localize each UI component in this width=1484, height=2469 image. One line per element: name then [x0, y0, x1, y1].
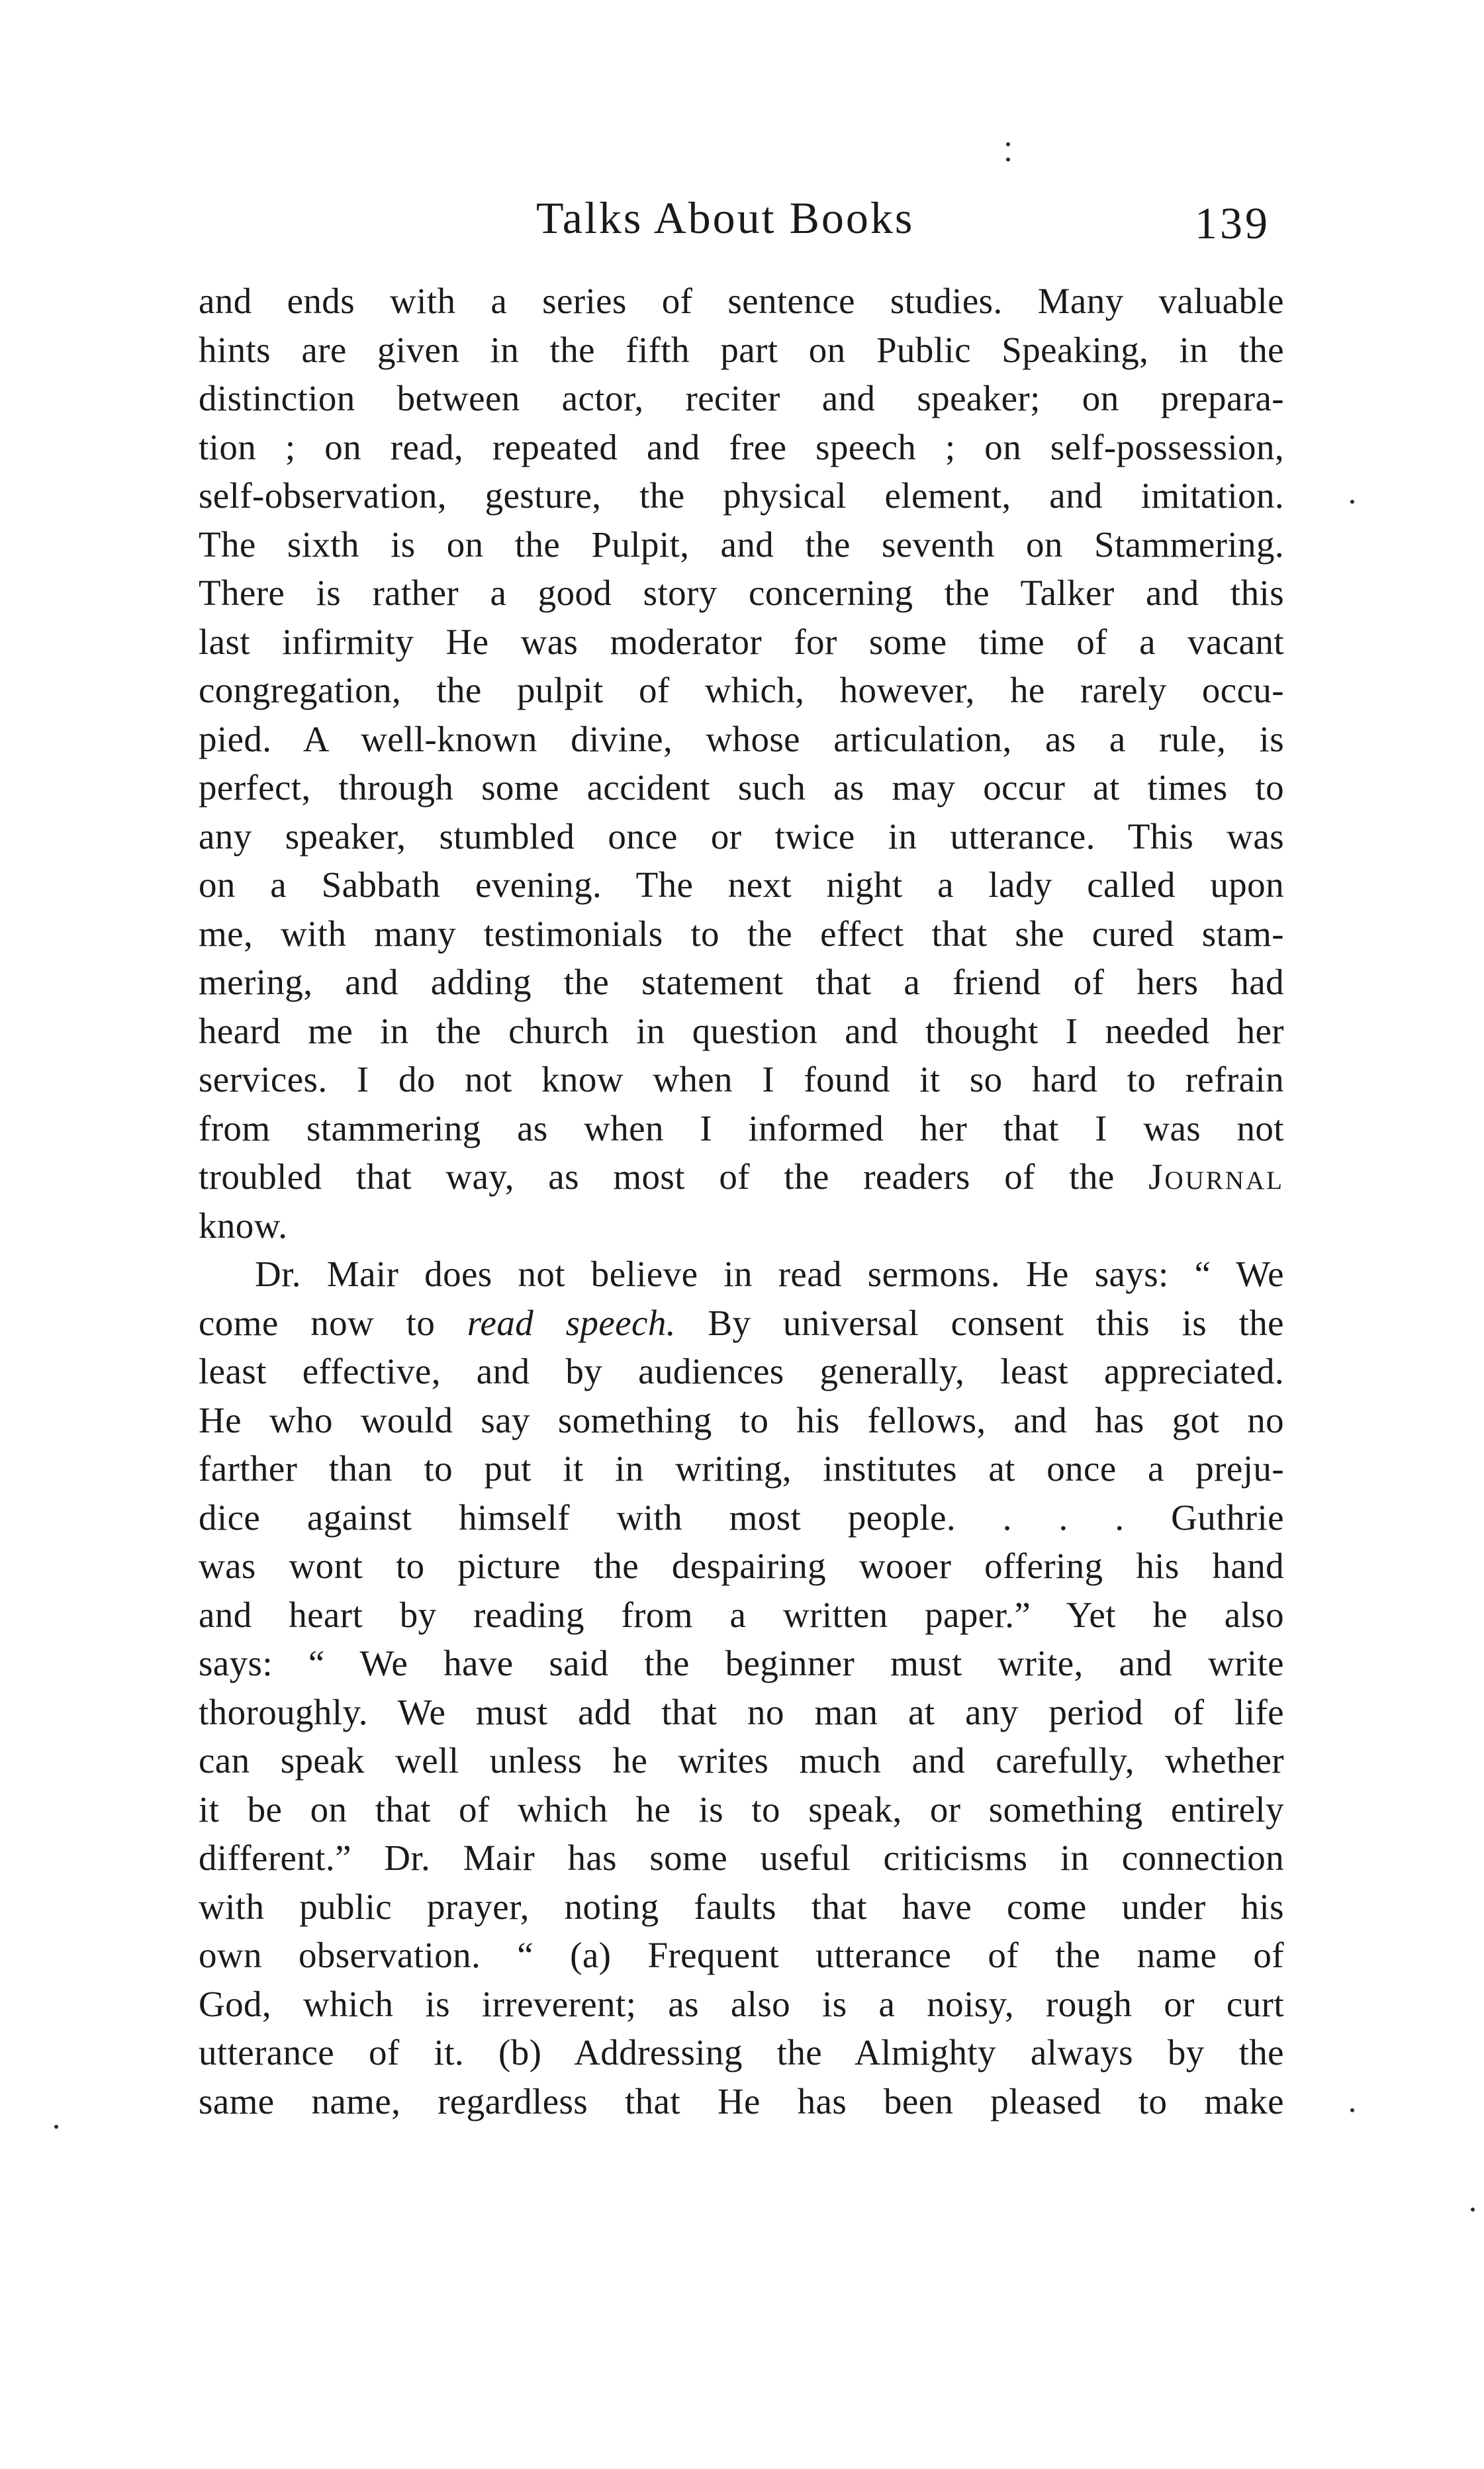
ink-speck [1471, 2208, 1475, 2212]
text-line: with public prayer, noting faults that have come under his [199, 1886, 1284, 1927]
text-line: thoroughly. We must add that no man at any period of life [199, 1691, 1284, 1732]
italic-phrase: read speech. [467, 1302, 676, 1343]
text-fragment: troubled that way, as most of the readers of the [199, 1156, 1115, 1197]
text-line: can speak well unless he writes much and carefully, whether [199, 1740, 1284, 1781]
text-line: know. [199, 1205, 288, 1246]
page-number: 139 [1195, 198, 1270, 248]
text-line: me, with many testimonials to the effect that she cured stam- [199, 913, 1284, 954]
ink-speck [1006, 142, 1010, 146]
text-line: different.” Dr. Mair has some useful criticisms in connection [199, 1838, 1284, 1878]
body-text [199, 277, 1284, 2125]
text-line: any speaker, stumbled once or twice in utterance. This was [199, 815, 1284, 857]
text-line: was wont to picture the despairing wooer offering his hand [199, 1546, 1284, 1586]
text-line: mering, and adding the statement that a friend of hers had [199, 962, 1284, 1002]
text-line [199, 1299, 1284, 1348]
paragraph-start: Dr. Mair does not believe in read sermons. He says: “ We [255, 1254, 1284, 1294]
text-line: pied. A well-known divine, whose articulation, as a rule, is [199, 718, 1284, 759]
text-line: last infirmity He was moderator for some time of a vacant [199, 621, 1284, 662]
ink-speck [1350, 2108, 1354, 2112]
text-fragment: By universal consent this is the [708, 1302, 1284, 1343]
text-fragment: come now to [199, 1302, 436, 1343]
running-head: Talks About Books [536, 193, 915, 243]
text-line: congregation, the pulpit of which, however, he rarely occu- [199, 670, 1284, 710]
text-line: services. I do not know when I found it so hard to refrain [199, 1059, 1284, 1099]
text-line [199, 1152, 1284, 1201]
text-line: self-observation, gesture, the physical element, and imitation. [199, 475, 1284, 516]
text-line: it be on that of which he is to speak, or something entirely [199, 1789, 1284, 1830]
text-line: and ends with a series of sentence studies. Many valuable [199, 281, 1284, 321]
journal-name: Journal [1148, 1156, 1284, 1197]
text-line: God, which is irreverent; as also is a noisy, rough or curt [199, 1983, 1284, 2024]
page-header [0, 192, 1484, 271]
text-line: dice against himself with most people. . . . Guthrie [199, 1497, 1284, 1538]
text-line: hints are given in the fifth part on Public Speaking, in the [199, 329, 1284, 370]
ink-speck [1350, 500, 1354, 504]
text-line: farther than to put it in writing, institutes at once a preju- [199, 1448, 1284, 1489]
text-line: He who would say something to his fellows, and has got no [199, 1399, 1284, 1440]
text-line: and heart by reading from a written paper.” Yet he also [199, 1594, 1284, 1635]
text-line: least effective, and by audiences generally, least appreciated. [199, 1351, 1284, 1391]
text-line: utterance of it. (b) Addressing the Almighty always by the [199, 2032, 1284, 2073]
text-line: tion ; on read, repeated and free speech ; on self-possession, [199, 426, 1284, 467]
ink-speck [54, 2125, 58, 2129]
text-line: says: “ We have said the beginner must write, and write [199, 1643, 1284, 1683]
text-line: distinction between actor, reciter and speaker; on prepara- [199, 378, 1284, 418]
text-line: on a Sabbath evening. The next night a lady called upon [199, 864, 1284, 905]
text-line: There is rather a good story concerning the Talker and this [199, 573, 1284, 613]
text-line: from stammering as when I informed her that I was not [199, 1107, 1284, 1148]
text-line: own observation. “ (a) Frequent utterance of the name of [199, 1935, 1284, 1975]
text-line: The sixth is on the Pulpit, and the seventh on Stammering. [199, 524, 1284, 565]
ink-speck [1006, 158, 1010, 162]
text-line: heard me in the church in question and thought I needed her [199, 1010, 1284, 1051]
text-line: perfect, through some accident such as may occur at times to [199, 767, 1284, 808]
text-line: same name, regardless that He has been pleased to make [199, 2080, 1284, 2121]
